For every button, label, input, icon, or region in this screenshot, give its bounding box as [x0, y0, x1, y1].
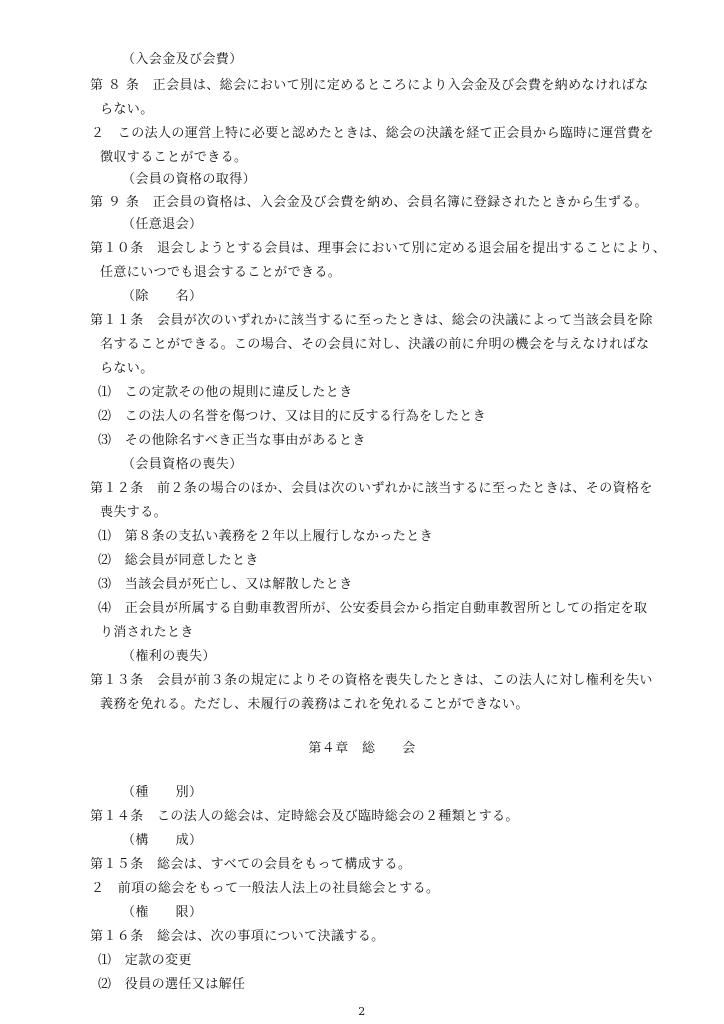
article-12-item-4: ⑷ 正会員が所属する自動車教習所が、公安委員会から指定自動車教習所としての指定を取: [98, 601, 648, 616]
caption-loss-of-rights: （権利の喪失）: [122, 649, 216, 664]
article-11-cont-1: 名することができる。この場合、その会員に対し、決議の前に弁明の機会を与えなければな: [100, 337, 650, 352]
article-12-item-2: ⑵ 総会員が同意したとき: [98, 553, 259, 568]
page-number: 2: [358, 1005, 366, 1018]
article-9: 第 ９ 条 正会員の資格は、入会金及び会費を納め、会員名簿に登録されたときから生ずる。: [90, 195, 648, 210]
article-12-item-4-cont: り消されたとき: [100, 625, 194, 640]
article-8-para-2-cont: 徴収することができる。: [100, 150, 248, 165]
article-16-item-1: ⑴ 定款の変更: [98, 953, 192, 968]
article-11-item-2: ⑵ この法人の名誉を傷つけ、又は目的に反する行為をしたとき: [98, 409, 487, 424]
caption-membership-acquisition: （会員の資格の取得）: [122, 172, 257, 187]
caption-authority: （権 限）: [122, 905, 203, 920]
article-10-cont: 任意にいつでも退会することができる。: [100, 265, 342, 280]
article-13-cont: 義務を免れる。ただし、未履行の義務はこれを免れることができない。: [100, 697, 529, 712]
caption-admission-fee: （入会金及び会費）: [122, 52, 243, 67]
caption-loss-of-membership: （会員資格の喪失）: [122, 457, 243, 472]
article-16: 第１６条 総会は、次の事項について決議する。: [90, 929, 385, 944]
article-11: 第１１条 会員が次のいずれかに該当するに至ったときは、総会の決議によって当該会員を除: [90, 313, 653, 328]
article-12: 第１２条 前２条の場合のほか、会員は次のいずれかに該当するに至ったときは、その資格を: [90, 481, 653, 496]
article-12-item-3: ⑶ 当該会員が死亡し、又は解散したとき: [98, 577, 353, 592]
caption-types: （種 別）: [122, 785, 203, 800]
chapter-heading: 第４章 総 会: [308, 741, 416, 756]
caption-voluntary-withdrawal: （任意退会）: [122, 217, 203, 232]
article-11-cont-2: らない。: [100, 361, 154, 376]
article-13: 第１３条 会員が前３条の規定によりその資格を喪失したときは、この法人に対し権利を失い: [90, 673, 653, 688]
article-14: 第１４条 この法人の総会は、定時総会及び臨時総会の２種類とする。: [90, 809, 519, 824]
caption-expulsion: （除 名）: [122, 289, 203, 304]
article-12-item-1: ⑴ 第８条の支払い義務を２年以上履行しなかったとき: [98, 529, 434, 544]
article-15-para-2: ２ 前項の総会をもって一般法人法上の社員総会とする。: [91, 881, 440, 896]
article-10: 第１０条 退会しようとする会員は、理事会において別に定める退会届を提出することにより、: [90, 241, 667, 256]
article-11-item-3: ⑶ その他除名すべき正当な事由があるとき: [98, 433, 366, 448]
caption-composition: （構 成）: [122, 833, 203, 848]
article-8-cont: らない。: [100, 102, 154, 117]
article-11-item-1: ⑴ この定款その他の規則に違反したとき: [98, 385, 353, 400]
article-15: 第１５条 総会は、すべての会員をもって構成する。: [90, 857, 412, 872]
article-16-item-2: ⑵ 役員の選任又は解任: [98, 977, 246, 992]
article-12-cont: 喪失する。: [100, 505, 168, 520]
article-8-para-2: ２ この法人の運営上特に必要と認めたときは、総会の決議を経て正会員から臨時に運営費を: [91, 126, 654, 141]
article-8: 第 ８ 条 正会員は、総会において別に定めるところにより入会金及び会費を納めなければな: [90, 78, 649, 93]
